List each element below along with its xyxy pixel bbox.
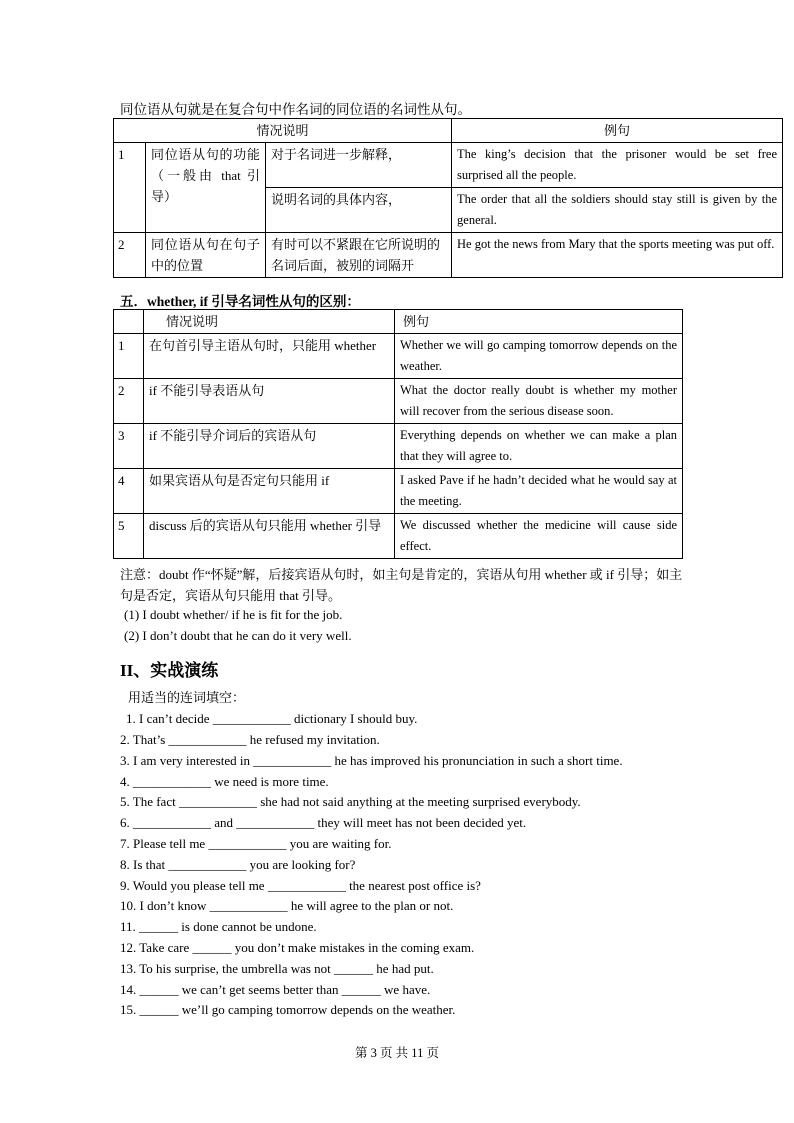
row-number: 1: [114, 143, 146, 233]
description-cell: 对于名词进一步解释，: [266, 143, 452, 188]
situation-cell: discuss 后的宾语从句只能用 whether 引导: [144, 514, 395, 559]
row-number: 4: [114, 469, 144, 514]
header-example: 例句: [395, 310, 683, 334]
exercise-instruction: 用适当的连词填空：: [128, 690, 246, 705]
exercise-item: 14. ______ we can’t get seems better than ______ we have.: [120, 982, 431, 997]
exercise-item: 12. Take care ______ you don’t make mistakes in the coming exam.: [120, 940, 475, 955]
whether-if-table: [113, 309, 683, 559]
exercise-item: 1. I can’t decide ____________ dictionary I should buy.: [126, 711, 418, 726]
exercise-item: 15. ______ we’ll go camping tomorrow depends on the weather.: [120, 1002, 456, 1017]
exercise-item: 10. I don’t know ____________ he will agree to the plan or not.: [120, 898, 454, 913]
table-row: [114, 379, 683, 424]
page-footer: 第 3 页 共 11 页: [355, 1046, 439, 1060]
situation-cell: 同位语从句在句子中的位置: [146, 233, 266, 278]
table-row: [114, 424, 683, 469]
exercise-item: 13. To his surprise, the umbrella was not ______ he had put.: [120, 961, 434, 976]
row-number: 1: [114, 334, 144, 379]
example-cell: Whether we will go camping tomorrow depends on the weather.: [395, 334, 683, 379]
example-cell: The king’s decision that the prisoner would be set free surprised all the people.: [452, 143, 783, 188]
example-cell: The order that all the soldiers should stay still is given by the general.: [452, 188, 783, 233]
header-number-cell: [114, 310, 144, 334]
situation-cell: if 不能引导表语从句: [144, 379, 395, 424]
example-cell: Everything depends on whether we can make a plan that they will agree to.: [395, 424, 683, 469]
table-row: [114, 143, 783, 188]
section-five-title: 五．whether, if 引导名词性从句的区别：: [120, 294, 360, 309]
description-cell: 有时可以不紧跟在它所说明的名词后面，被别的词隔开: [266, 233, 452, 278]
situation-cell: 如果宾语从句是否定句只能用 if: [144, 469, 395, 514]
row-number: 5: [114, 514, 144, 559]
situation-cell: 同位语从句的功能（一般由 that 引导）: [146, 143, 266, 233]
header-situation: 情况说明: [114, 119, 452, 143]
table-row: [114, 233, 783, 278]
appositive-clause-table: [113, 118, 783, 278]
situation-cell: if 不能引导介词后的宾语从句: [144, 424, 395, 469]
exercise-item: 8. Is that ____________ you are looking for?: [120, 857, 356, 872]
example-cell: What the doctor really doubt is whether my mother will recover from the serious disease soon.: [395, 379, 683, 424]
header-example: 例句: [452, 119, 783, 143]
table-row: [114, 469, 683, 514]
table-header-row: [114, 310, 683, 334]
exercise-item: 6. ____________ and ____________ they will meet has not been decided yet.: [120, 815, 527, 830]
row-number: 3: [114, 424, 144, 469]
note-example-1: (1) I doubt whether/ if he is fit for the job.: [124, 607, 343, 622]
situation-cell: 在句首引导主语从句时，只能用 whether: [144, 334, 395, 379]
exercise-item: 7. Please tell me ____________ you are waiting for.: [120, 836, 392, 851]
example-cell: He got the news from Mary that the sports meeting was put off.: [452, 233, 783, 278]
intro-text: 同位语从句就是在复合句中作名词的同位语的名词性从句。: [120, 102, 471, 117]
exercise-item: 2. That’s ____________ he refused my invitation.: [120, 732, 380, 747]
exercise-item: 3. I am very interested in ____________ he has improved his pronunciation in such a short time.: [120, 753, 623, 768]
row-number: 2: [114, 233, 146, 278]
note-text: 注意：doubt 作“怀疑”解，后接宾语从句时，如主句是肯定的，宾语从句用 whether 或 if 引导；如主句是否定，宾语从句只能用 that 引导。: [120, 567, 683, 603]
example-cell: We discussed whether the medicine will cause side effect.: [395, 514, 683, 559]
exercise-item: 11. ______ is done cannot be undone.: [120, 919, 317, 934]
note-example-2: (2) I don’t doubt that he can do it very well.: [124, 628, 352, 643]
table-row: [114, 514, 683, 559]
exercise-item: 5. The fact ____________ she had not said anything at the meeting surprised everybody.: [120, 794, 581, 809]
exercise-item: 9. Would you please tell me ____________ the nearest post office is?: [120, 878, 481, 893]
section-two-title: II、实战演练: [120, 661, 219, 680]
table-header-row: [114, 119, 783, 143]
exercise-item: 4. ____________ we need is more time.: [120, 774, 329, 789]
header-situation: 情况说明: [144, 310, 395, 334]
table-row: [114, 334, 683, 379]
example-cell: I asked Pave if he hadn’t decided what he would say at the meeting.: [395, 469, 683, 514]
row-number: 2: [114, 379, 144, 424]
description-cell: 说明名词的具体内容，: [266, 188, 452, 233]
